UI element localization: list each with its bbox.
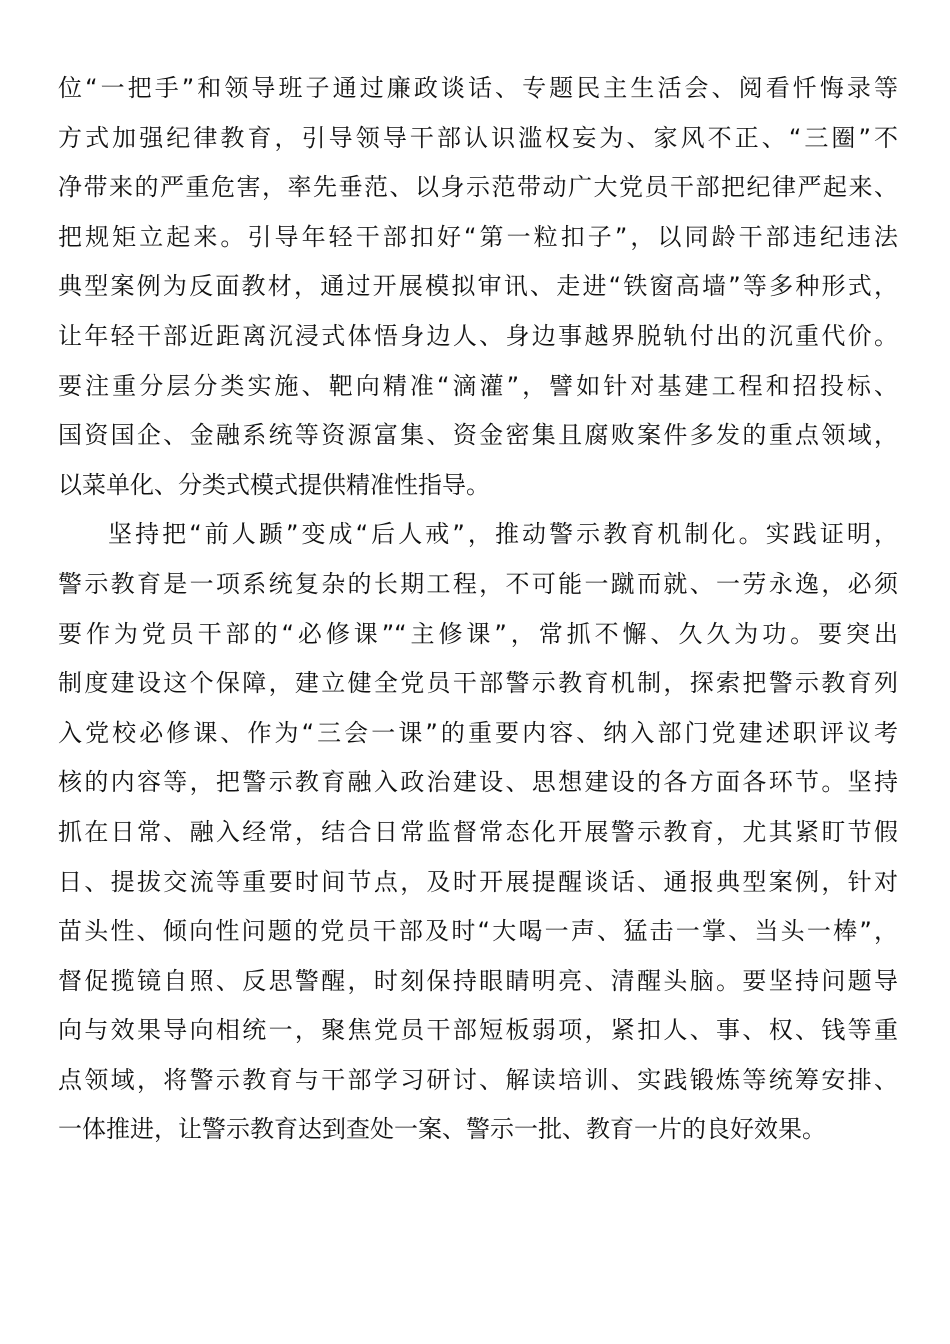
text-line: 核的内容等，把警示教育融入政治建设、思想建设的各方面各环节。坚持 (58, 768, 898, 797)
text-line: 一体推进，让警示教育达到查处一案、警示一批、教育一片的良好效果。 (58, 1115, 826, 1144)
text-line: 苗头性、倾向性问题的党员干部及时“大喝一声、猛击一掌、当头一棒”， (58, 917, 898, 946)
paragraph (58, 510, 898, 1155)
text-line: 把规矩立起来。引导年轻干部扣好“第一粒扣子”，以同龄干部违纪违法 (58, 222, 898, 251)
text-line: 要作为党员干部的“必修课”“主修课”，常抓不懈、久久为功。要突出 (58, 619, 898, 648)
paragraph (58, 64, 898, 510)
text-line: 要注重分层分类实施、靶向精准“滴灌”，譬如针对基建工程和招投标、 (58, 371, 898, 400)
text-line: 警示教育是一项系统复杂的长期工程，不可能一蹴而就、一劳永逸，必须 (58, 569, 898, 598)
text-line: 点领域，将警示教育与干部学习研讨、解读培训、实践锻炼等统筹安排、 (58, 1065, 898, 1094)
text-line: 督促揽镜自照、反思警醒，时刻保持眼睛明亮、清醒头脑。要坚持问题导 (58, 966, 898, 995)
text-line: 日、提拔交流等重要时间节点，及时开展提醒谈话、通报典型案例，针对 (58, 867, 898, 896)
text-line: 抓在日常、融入经常，结合日常监督常态化开展警示教育，尤其紧盯节假 (58, 817, 898, 846)
text-line: 以菜单化、分类式模式提供精准性指导。 (58, 470, 490, 499)
text-line: 让年轻干部近距离沉浸式体悟身边人、身边事越界脱轨付出的沉重代价。 (58, 321, 898, 350)
text-line: 入党校必修课、作为“三会一课”的重要内容、纳入部门党建述职评议考 (58, 718, 898, 747)
text-line: 净带来的严重危害，率先垂范、以身示范带动广大党员干部把纪律严起来、 (58, 173, 898, 202)
text-line: 位“一把手”和领导班子通过廉政谈话、专题民主生活会、阅看忏悔录等 (58, 74, 898, 102)
text-line: 制度建设这个保障，建立健全党员干部警示教育机制，探索把警示教育列 (58, 669, 898, 698)
text-line: 向与效果导向相统一，聚焦党员干部短板弱项，紧扣人、事、权、钱等重 (58, 1016, 898, 1045)
text-line: 国资国企、金融系统等资源富集、资金密集且腐败案件多发的重点领域， (58, 421, 898, 450)
text-line: 坚持把“前人踬”变成“后人戒”，推动警示教育机制化。实践证明， (108, 520, 898, 549)
text-line: 典型案例为反面教材，通过开展模拟审讯、走进“铁窗高墙”等多种形式， (58, 272, 898, 301)
text-line: 方式加强纪律教育，引导领导干部认识滥权妄为、家风不正、“三圈”不 (58, 123, 898, 152)
body-text (58, 64, 898, 1155)
